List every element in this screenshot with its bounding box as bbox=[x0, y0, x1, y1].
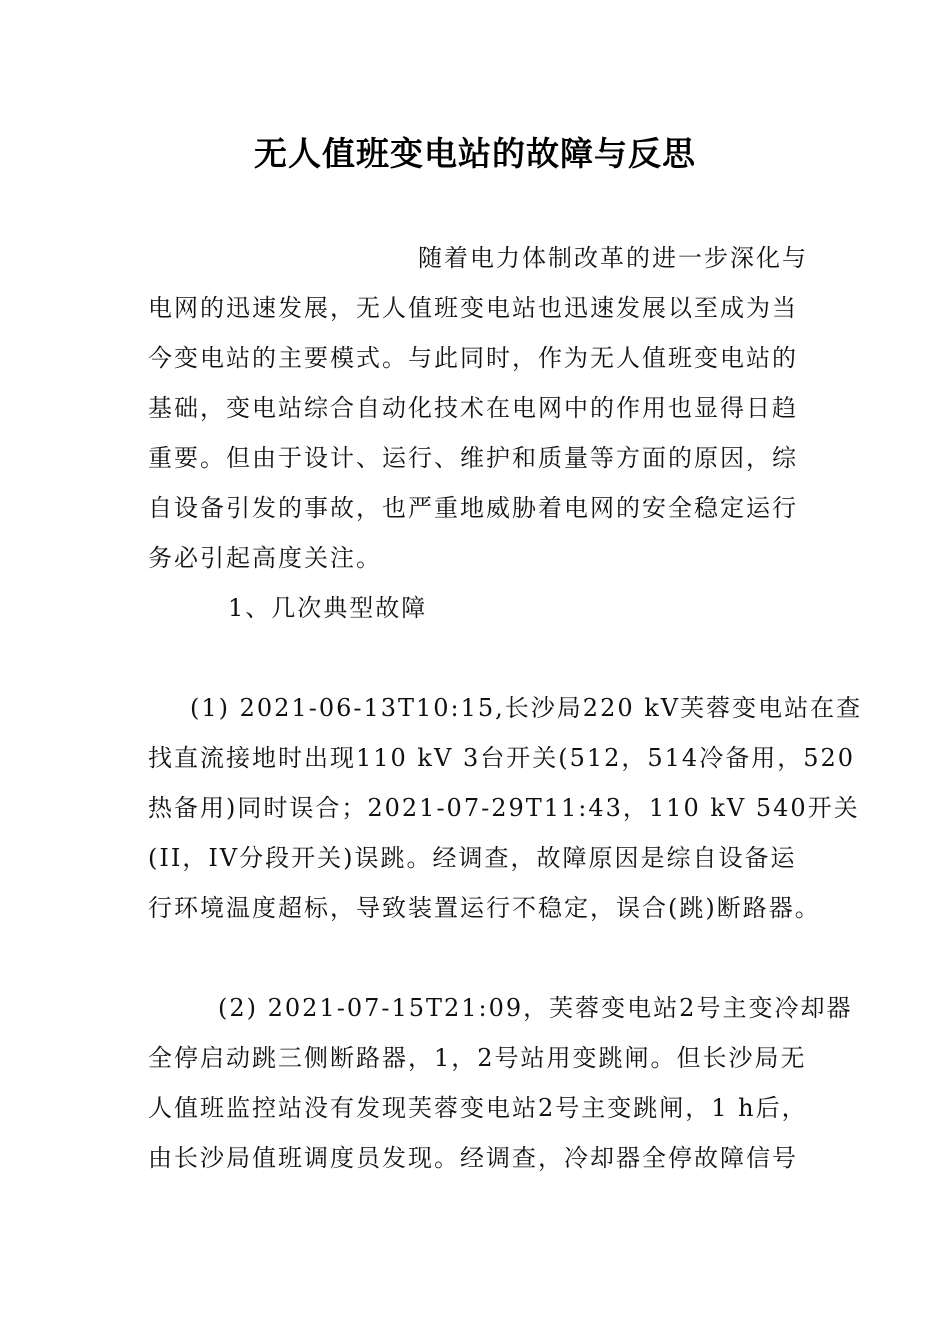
intro-line-7: 务必引起高度关注。 bbox=[148, 544, 382, 572]
case1-line-3: 热备用)同时误合；2021-07-29T11:43，110 kV 540开关 bbox=[148, 794, 860, 822]
intro-line-6: 自设备引发的事故，也严重地威胁着电网的安全稳定运行 bbox=[148, 494, 798, 522]
intro-line-4: 基础，变电站综合自动化技术在电网中的作用也显得日趋 bbox=[148, 394, 798, 422]
case1-line-2: 找直流接地时出现110 kV 3台开关(512，514冷备用，520 bbox=[148, 744, 855, 772]
case2-line-1: (2) 2021-07-15T21:09，芙蓉变电站2号主变冷却器 bbox=[218, 994, 853, 1022]
case2-line-3: 人值班监控站没有发现芙蓉变电站2号主变跳闸，1 h后， bbox=[148, 1094, 808, 1122]
intro-line-2: 电网的迅速发展，无人值班变电站也迅速发展以至成为当 bbox=[148, 294, 798, 322]
intro-line-1: 随着电力体制改革的进一步深化与 bbox=[418, 244, 808, 272]
section-heading: 1、几次典型故障 bbox=[228, 594, 428, 622]
document-title: 无人值班变电站的故障与反思 bbox=[254, 134, 696, 173]
intro-line-3: 今变电站的主要模式。与此同时，作为无人值班变电站的 bbox=[148, 344, 798, 372]
case2-line-2: 全停启动跳三侧断路器，1，2号站用变跳闸。但长沙局无 bbox=[148, 1044, 807, 1072]
case1-line-1: (1) 2021-06-13T10:15,长沙局220 kV芙蓉变电站在查 bbox=[190, 694, 863, 722]
case1-line-4: (II，IV分段开关)误跳。经调查，故障原因是综自设备运 bbox=[148, 844, 797, 872]
case2-line-4: 由长沙局值班调度员发现。经调查，冷却器全停故障信号 bbox=[148, 1144, 798, 1172]
intro-line-5: 重要。但由于设计、运行、维护和质量等方面的原因，综 bbox=[148, 444, 798, 472]
case1-line-5: 行环境温度超标，导致装置运行不稳定，误合(跳)断路器。 bbox=[148, 894, 821, 922]
